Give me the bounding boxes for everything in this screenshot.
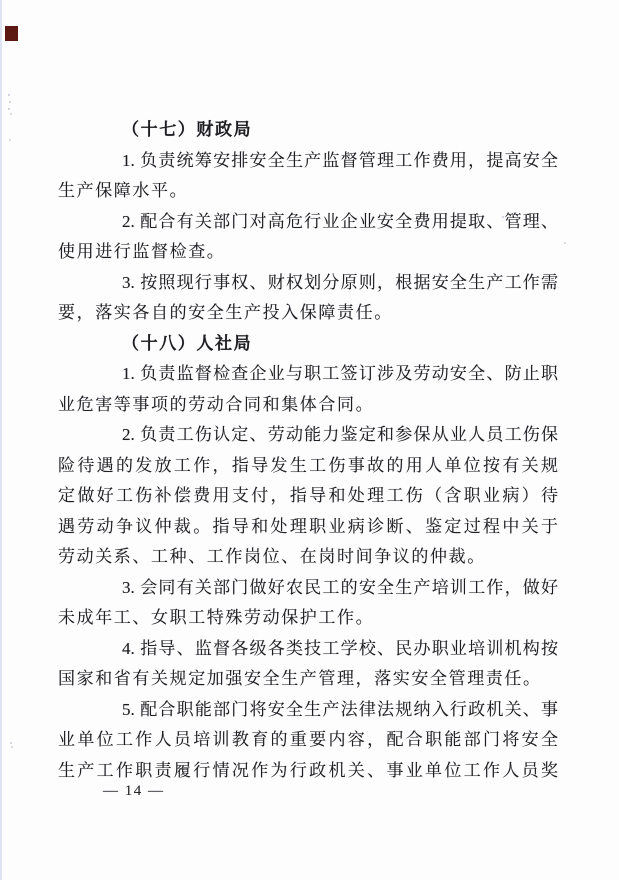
section-heading: （十七）财政局 (122, 120, 253, 139)
text-line: 2. 配合有关部门对高危行业企业安全费用提取、管理、 (122, 211, 558, 231)
text-line: 险待遇的发放工作，指导发生工伤事故的用人单位按有关规 (58, 455, 558, 475)
text-line: 生产保障水平。 (58, 181, 189, 200)
text-line: 使用进行监督检查。 (58, 242, 226, 261)
corner-marker (5, 26, 18, 41)
text-line: 国家和省有关规定加强安全生产管理，落实安全管理责任。 (58, 669, 542, 688)
text-line: 3. 按照现行事权、财权划分原则，根据安全生产工作需 (122, 272, 558, 292)
text-line: 4. 指导、监督各级各类技工学校、民办职业培训机构按 (122, 638, 558, 658)
text-line: 业单位工作人员培训教育的重要内容，配合职能部门将安全 (58, 730, 558, 749)
text-line: 劳动关系、工种、工作岗位、在岗时间争议的仲裁。 (58, 547, 486, 566)
text-line: 生产工作职责履行情况作为行政机关、事业单位工作人员奖 (58, 760, 558, 780)
text-line: 定做好工伤补偿费用支付，指导和处理工伤（含职业病）待 (58, 486, 558, 505)
text-line: 3. 会同有关部门做好农民工的安全生产培训工作，做好 (122, 577, 558, 597)
text-line: 遇劳动争议仲裁。指导和处理职业病诊断、鉴定过程中关于 (58, 516, 558, 536)
scan-edge-line (0, 0, 2, 880)
text-line: 2. 负责工伤认定、劳动能力鉴定和参保从业人员工伤保 (122, 425, 558, 444)
text-line: 5. 配合职能部门将安全生产法律法规纳入行政机关、事 (122, 699, 558, 719)
text-line: 1. 负责监督检查企业与职工签订涉及劳动安全、防止职 (122, 364, 558, 383)
scan-noise (8, 94, 10, 96)
text-line: 1. 负责统筹安排安全生产监督管理工作费用，提高安全 (122, 150, 558, 170)
text-line: 业危害等事项的劳动合同和集体合同。 (58, 394, 375, 414)
text-line: 未成年工、女职工特殊劳动保护工作。 (58, 608, 375, 627)
document-body (58, 115, 558, 786)
text-line: 要，落实各自的安全生产投入保障责任。 (58, 303, 393, 322)
page-number: — 14 — (103, 783, 165, 799)
section-heading: （十八）人社局 (122, 333, 253, 353)
